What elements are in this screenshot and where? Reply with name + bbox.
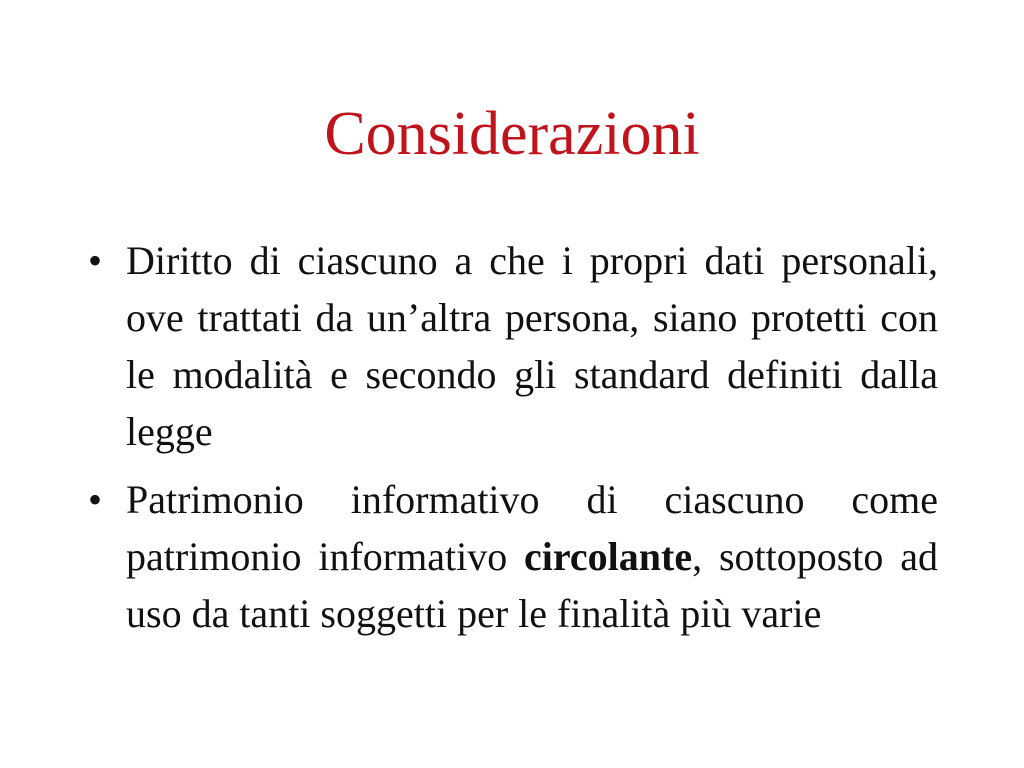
bullet-emphasis: circolante [524,534,693,579]
bullet-dot-icon: • [88,238,103,283]
bullet-text-part: Patrimonio informativo di ciascuno come patrimonio informativo [126,477,938,579]
bullet-text: Diritto di ciascuno a che i propri dati personali, ove trattati da un’altra persona, siano protetti con le modalità e secondo gli standard definiti dalla legge [126,238,938,454]
bullet-item-2 [88,471,938,642]
bullet-text [126,477,938,636]
bullet-list [88,232,938,653]
bullet-item-1 [88,232,938,460]
bullet-text-part: , sottoposto ad uso da tanti soggetti per le finalità più varie [126,534,938,636]
slide-title: Considerazioni [324,100,700,168]
bullet-dot-icon: • [88,477,103,522]
